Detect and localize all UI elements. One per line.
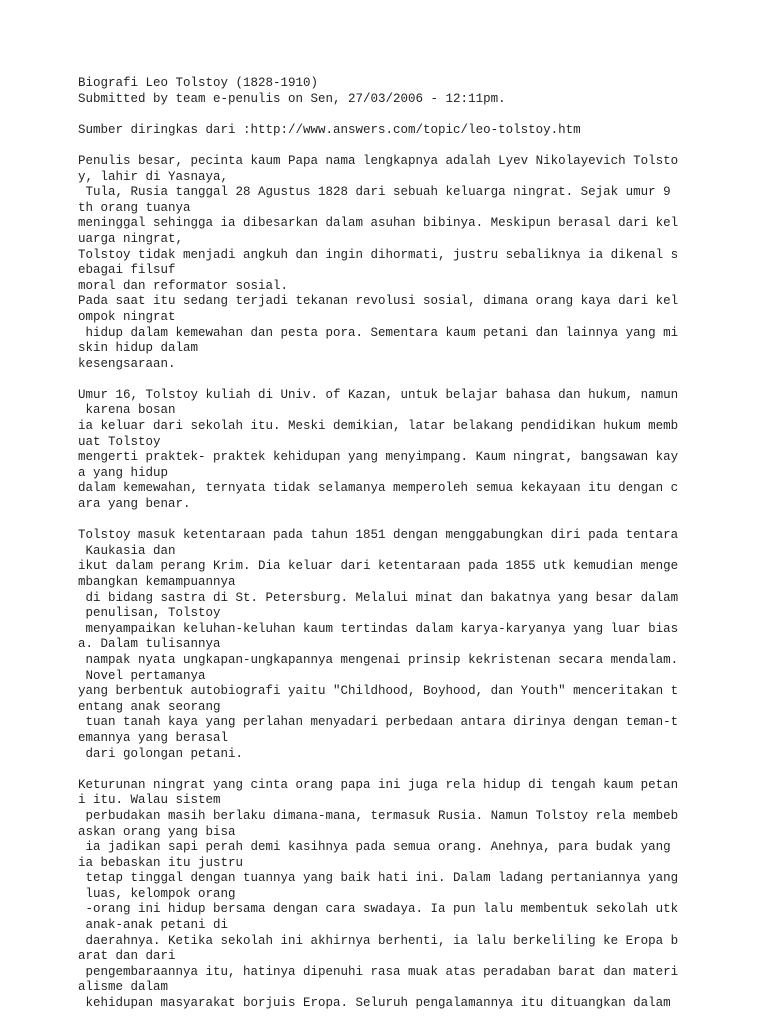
text-line: di bidang sastra di St. Petersburg. Melalui minat dan bakatnya yang besar dalam	[78, 590, 679, 605]
text-line: ia keluar dari sekolah itu. Meski demikian, latar belakang pendidikan hukum memb	[78, 419, 679, 434]
blank-line	[78, 513, 738, 529]
text-line: ia bebaskan itu justru	[78, 855, 244, 870]
text-line: hidup dalam kemewahan dan pesta pora. Sementara kaum petani dan lainnya yang mi	[78, 325, 679, 340]
text-line: th orang tuanya	[78, 200, 191, 215]
text-line: Umur 16, Tolstoy kuliah di Univ. of Kazan, untuk belajar bahasa dan hukum, namun	[78, 387, 679, 402]
text-line: kesengsaraan.	[78, 356, 176, 371]
blank-line	[78, 138, 738, 154]
text-line: Tula, Rusia tanggal 28 Agustus 1828 dari sebuah keluarga ningrat. Sejak umur 9	[78, 185, 671, 200]
source-line: Sumber diringkas dari :http://www.answers.com/topic/leo-tolstoy.htm	[78, 122, 581, 137]
text-line: askan orang yang bisa	[78, 824, 236, 839]
text-line: a. Dalam tulisannya	[78, 637, 221, 652]
text-line: nampak nyata ungkapan-ungkapannya mengenai prinsip kekristenan secara mendalam.	[78, 652, 679, 667]
text-line: uat Tolstoy	[78, 434, 161, 449]
document-title: Biografi Leo Tolstoy (1828-1910)	[78, 76, 319, 90]
blank-line	[78, 372, 738, 388]
text-line: ompok ningrat	[78, 309, 176, 324]
text-line: a yang hidup	[78, 465, 169, 480]
document-page	[78, 76, 738, 1012]
submission-info: Submitted by team e-penulis on Sen, 27/03/2006 - 12:11pm.	[78, 91, 506, 106]
text-line: luas, kelompok orang	[78, 886, 236, 901]
text-line: yang berbentuk autobiografi yaitu "Childhood, Boyhood, dan Youth" menceritakan t	[78, 684, 679, 699]
blank-line	[78, 107, 738, 123]
text-line: penulisan, Tolstoy	[78, 606, 221, 621]
text-line: entang anak seorang	[78, 699, 221, 714]
text-line: kehidupan masyarakat borjuis Eropa. Seluruh pengalamannya itu dituangkan dalam	[78, 996, 671, 1011]
text-line: Novel pertamanya	[78, 668, 206, 683]
text-line: ara yang benar.	[78, 497, 191, 512]
text-line: Penulis besar, pecinta kaum Papa nama lengkapnya adalah Lyev Nikolayevich Tolsto	[78, 153, 679, 168]
text-line: meninggal sehingga ia dibesarkan dalam asuhan bibinya. Meskipun berasal dari kel	[78, 216, 679, 231]
text-line: dalam kemewahan, ternyata tidak selamanya memperoleh semua kekayaan itu dengan c	[78, 481, 679, 496]
text-line: skin hidup dalam	[78, 341, 199, 356]
text-line: mbangkan kemampuannya	[78, 575, 236, 589]
text-line: dari golongan petani.	[78, 746, 244, 761]
text-line: -orang ini hidup bersama dengan cara swadaya. Ia pun lalu membentuk sekolah utk	[78, 902, 679, 917]
text-line: emannya yang berasal	[78, 730, 229, 745]
text-line: perbudakan masih berlaku dimana-mana, termasuk Rusia. Namun Tolstoy rela membeb	[78, 808, 679, 823]
text-line: arat dan dari	[78, 949, 176, 964]
text-line: Keturunan ningrat yang cinta orang papa ini juga rela hidup di tengah kaum petan	[78, 777, 679, 792]
text-line: Tolstoy masuk ketentaraan pada tahun 1851 dengan menggabungkan diri pada tentara	[78, 528, 679, 543]
text-line: ebagai filsuf	[78, 263, 176, 278]
text-line: daerahnya. Ketika sekolah ini akhirnya berhenti, ia lalu berkeliling ke Eropa b	[78, 933, 679, 948]
text-line: ikut dalam perang Krim. Dia keluar dari ketentaraan pada 1855 utk kemudian menge	[78, 559, 679, 574]
text-line: anak-anak petani di	[78, 918, 229, 933]
text-line: tetap tinggal dengan tuannya yang baik hati ini. Dalam ladang pertaniannya yang	[78, 871, 679, 886]
text-line: i itu. Walau sistem	[78, 793, 221, 808]
blank-line	[78, 762, 738, 778]
text-line: moral dan reformator sosial.	[78, 278, 289, 293]
document-header	[78, 76, 738, 107]
text-line: menyampaikan keluhan-keluhan kaum tertindas dalam karya-karyanya yang luar bias	[78, 621, 679, 636]
paragraph-4	[78, 778, 738, 1012]
paragraph-2	[78, 388, 738, 513]
text-line: alisme dalam	[78, 980, 169, 995]
text-line: pengembaraannya itu, hatinya dipenuhi rasa muak atas peradaban barat dan materi	[78, 964, 679, 979]
paragraph-3	[78, 528, 738, 762]
text-line: y, lahir di Yasnaya,	[78, 169, 229, 184]
text-line: Tolstoy tidak menjadi angkuh dan ingin dihormati, justru sebaliknya ia dikenal s	[78, 247, 679, 262]
text-line: tuan tanah kaya yang perlahan menyadari perbedaan antara dirinya dengan teman-t	[78, 715, 679, 730]
paragraph-1	[78, 154, 738, 372]
text-line: Kaukasia dan	[78, 543, 176, 558]
text-line: karena bosan	[78, 403, 176, 418]
text-line: mengerti praktek- praktek kehidupan yang menyimpang. Kaum ningrat, bangsawan kay	[78, 450, 679, 465]
text-line: uarga ningrat,	[78, 231, 184, 246]
text-line: Pada saat itu sedang terjadi tekanan revolusi sosial, dimana orang kaya dari kel	[78, 294, 679, 309]
text-line: ia jadikan sapi perah demi kasihnya pada semua orang. Anehnya, para budak yang	[78, 840, 671, 855]
